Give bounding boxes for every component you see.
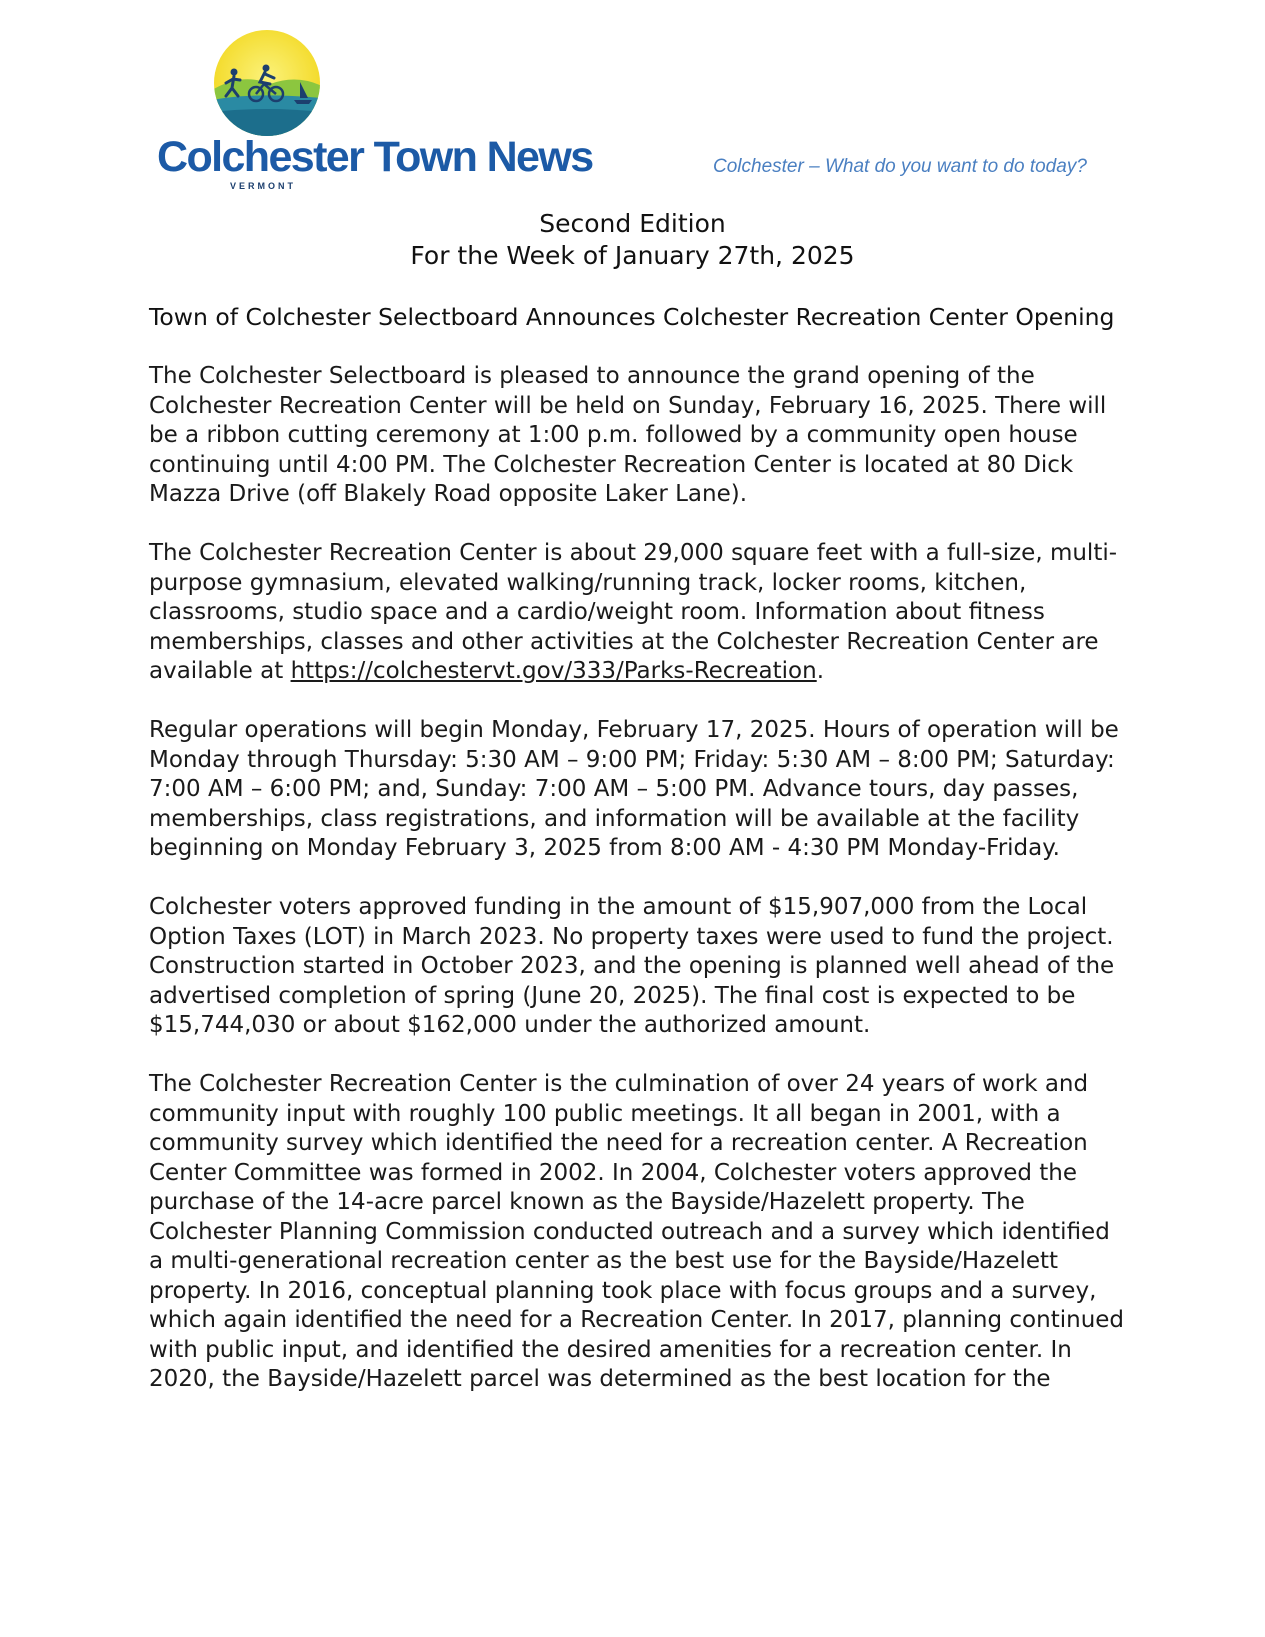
parks-recreation-link[interactable]: https://colchestervt.gov/333/Parks-Recreation [290,658,817,684]
article-paragraph [149,539,1129,687]
article-paragraph: Colchester voters approved funding in the amount of $15,907,000 from the Local Option Taxes (LOT) in March 2023. No property taxes were used to fund the project. Construction started in October 2023, and the opening is planned well ahead of the advertised completion of spring (June 20, 2025). The final cost is expected to be $15,744,030 or about $162,000 under the authorized amount. [149,894,1115,1038]
logo-title: Colchester Town News [157,133,593,181]
town-logo-icon [212,28,322,138]
article-paragraph: The Colchester Recreation Center is the culmination of over 24 years of work and community input with roughly 100 public meetings. It all began in 2001, with a community survey which identified the need for a recreation center. A Recreation Center Committee was formed in 2002. In 2004, Colchester voters approved the purchase of the 14-acre parcel known as the Bayside/Hazelett property. The Colchester Planning Commission conducted outreach and a survey which identified a multi-generational recreation center as the best use for the Bayside/Hazelett property. In 2016, conceptual planning took place with focus groups and a survey, which again identified the need for a Recreation Center. In 2017, planning continued with public input, and identified the desired amenities for a recreation center. In 2020, the Bayside/Hazelett parcel was determined as the best location for the [149,1071,1125,1392]
article [149,303,1129,1395]
article-paragraph: Regular operations will begin Monday, February 17, 2025. Hours of operation will be Monday through Thursday: 5:30 AM – 9:00 PM; Friday: 5:30 AM – 8:00 PM; Saturday: 7:00 AM – 6:00 PM; and, Sunday: 7:00 AM – 5:00 PM. Advance tours, day passes, memberships, class registrations, and information will be available at the facility beginning on Monday February 3, 2025 from 8:00 AM - 4:30 PM Monday-Friday. [149,717,1119,861]
article-paragraph: The Colchester Selectboard is pleased to announce the grand opening of the Colchester Recreation Center will be held on Sunday, February 16, 2025. There will be a ribbon cutting ceremony at 1:00 p.m. followed by a community open house continuing until 4:00 PM. The Colchester Recreation Center is located at 80 Dick Mazza Drive (off Blakely Road opposite Laker Lane). [149,363,1107,507]
article-headline: Town of Colchester Selectboard Announces Colchester Recreation Center Opening [149,303,1115,331]
logo-subtitle: VERMONT [230,181,296,191]
edition-line: Second Edition [539,209,726,238]
tagline: Colchester – What do you want to do today? [713,156,1087,177]
paragraph-text: The Colchester Recreation Center is about 29,000 square feet with a full-size, multi-purpose gymnasium, elevated walking/running track, locker rooms, kitchen, classrooms, studio space and a cardio/weight room. Information about fitness memberships, classes and other activities at the Colchester Recreation Center are available at [149,540,1118,684]
paragraph-end: . [816,658,825,684]
edition-heading [0,208,1265,272]
masthead [0,0,1265,200]
week-line: For the Week of January 27th, 2025 [410,241,855,270]
